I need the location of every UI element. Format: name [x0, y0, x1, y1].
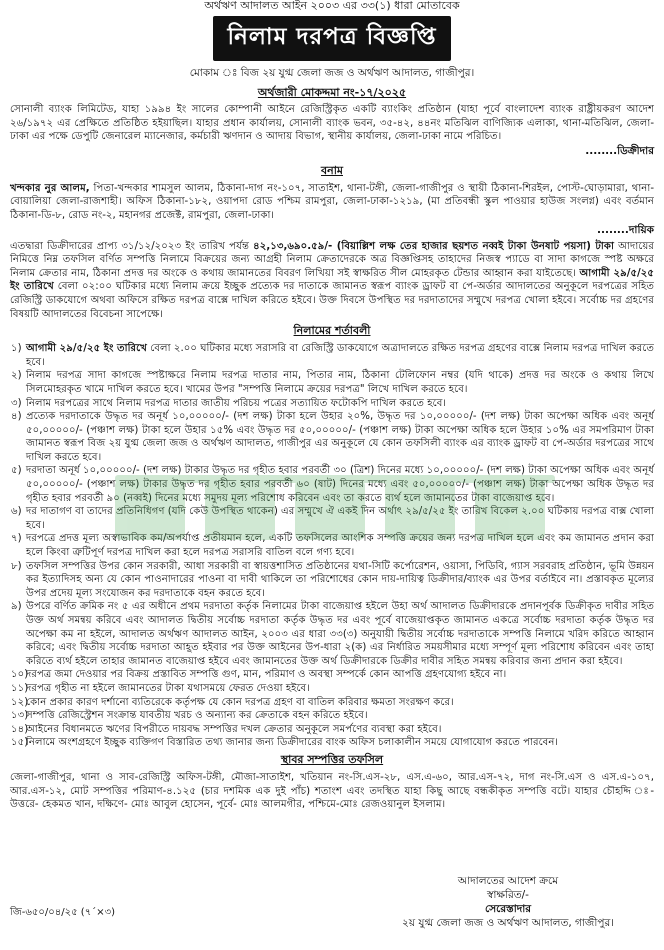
condition-text: উপরে বর্ণিত ক্রমিক নং ৫ এর অধীনে প্রথম দরদাতা কর্তৃক নিলামের টাকা বাজেয়াপ্ত হইলে উহা অর্থ আদালত ডিক্রীদারকে প্রদানপূর্বক ডিক্রীকৃত দাবীর সহিত উক্ত অর্থ সমন্বয় করিবে এবং আদালত দ্বিতীয় সর্বোচ্চ দরদাতা কর্তৃক উদ্ধৃত দর এবং পূর্বে বাজেয়াপ্তকৃত জামানত একত্রে সর্বোচ্চ দরদাতা কর্তৃক উদ্ধৃত দর অপেক্ষা কম না হইলে, আদালত অর্থঋণ আদালত আইন, ২০০৩ এর ধারা ৩৩(৩) অনুযায়ী দ্বিতীয় সর্বোচ্চ দরদাতাকে সম্পত্তি নিলামে খরিদ করিতে আহ্বান করিবে; এবং দ্বিতীয় সর্বোচ্চ দরদাতা আহূত হইবার পর উক্ত আইনের উপ-ধারা ২(ক) এর নির্ধারিত সময়সীমার মধ্যে সম্পূর্ণ মূল্য পরিশোধ করিবেন এবং তাহা করিতে ব্যর্থ হইলে তাহার জামানত বাজেয়াপ্ত হইবে এবং জামানতের উক্ত অর্থ ডিক্রীদারকে ডিক্রীর দাবীর সহিত সমন্বয় করিবার জন্য প্রদান করা হইবে। [26, 601, 654, 667]
decree-holder-label: ........ডিক্রীদার [585, 144, 654, 157]
condition-item [11, 668, 654, 682]
order-line: আদালতের আদেশ ক্রমে [457, 875, 559, 887]
condition-number: ৭) [11, 533, 22, 545]
publication-reference: জি-৬৫০/০৪/২৫ (৭´×৩) [10, 907, 115, 918]
signature-block [402, 874, 614, 930]
condition-text: নিলামে অংশগ্রহণে ইচ্ছুক ব্যক্তিগণ বিস্তারিত তথ্য জানার জন্য ডিক্রীদারের বাংক অফিস চলাকালীন সময়ে যোগাযোগ করতে পারবেন। [26, 737, 559, 749]
condition-text: বেলা ২.০০ ঘটিকার মধ্যে সরাসরি বা রেজিস্ট্রি ডাকযোগে অত্রাদালতে রক্ষিত দরপত্র গ্রহণের বাক্সে নিলাম দরপত্র দাখিল করতে হবে। [26, 343, 654, 368]
condition-text: প্রত্যেক দরদাতাকে উদ্ধৃত দর অনূর্ধ ১০,০০০০০/- (দশ লক্ষ) টাকা হলে উহার ২০%, উদ্ধৃত দর ১০,০০০০০/- (দশ লক্ষ) টাকা অপেক্ষা অধিক এবং অনূর্ধ ৫০,০০০০০/- (পঞ্চাশ লক্ষ) টাকা হলে উহার ১৫% এবং উদ্ধৃত দর ৫০,০০০০০/- (পঞ্চাশ লক্ষ) টাকা অপেক্ষা অধিক হলে উহার ১০% এর সমপরিমাণ টাকা জামানত স্বরূপ বিজ ২য় যুগ্ম জেলা জজ ও অর্থঋণ আদালত, গাজীপুর এর অনুকূলে যে কোন তফসিলী ব্যাংক এর ব্যাংক ড্রাফট বা পে-অর্ডার দরপত্রের সাথে দাখিল করতে হবে। [26, 411, 654, 463]
condition-number: ১১) [11, 682, 29, 694]
condition-text: নিলাম দরপত্রের সাথে নিলাম দরপত্র দাতার জাতীয় পরিচয় পত্রের সত্যায়িত ফটোকপি দাখিল করতে হবে। [26, 397, 447, 409]
condition-text: দরপত্র গৃহীত না হইলে জামানতের টাকা যথাসময়ে ফেরত দেওয়া হইবে। [26, 682, 310, 694]
court-office: ২য় যুগ্ম জেলা জজ ও অর্থঋণ আদালত, গাজীপুর। [402, 917, 614, 929]
condition-text: দরদাতা অনূর্ধ ১০,০০০০০/- (দশ লক্ষ) টাকার উদ্ধৃত দর গৃহীত হবার পরবর্তী ৩০ (ত্রিশ) দিনের মধ্যে ১০,০০০০০/- (দশ লক্ষ) টাকা অপেক্ষা অধিক এবং অনূর্ধ ৫০,০০০০০/- (পঞ্চাশ লক্ষ) টাকার উদ্ধৃত দর গৃহীত হবার পরবর্তী ৬০ (ষাট) দিনের মধ্যে এবং ৫০,০০০০০/- (পঞ্চাশ লক্ষ) টাকা অপেক্ষা অধিক উদ্ধৃত দর গৃহীত হবার পরবর্তী ৯০ (নব্বই) দিনের মধ্যে সমুদয় মূল্য পরিশোধ করিবেন এবং তা করতে ব্যর্থ হলে জামানতের টাকা বাজেয়াপ্ত হবে। [26, 465, 654, 504]
plaintiff-description: সোনালী ব্যাংক লিমিটেড, যাহা ১৯৯৪ ইং সালের কোম্পানী আইনে রেজিস্ট্রিকৃত একটি ব্যাংকিং প্রতিষ্ঠান (যাহা পূর্বে বাংলাদেশ ব্যাংক রাষ্ট্রীয়করণ আদেশ ২৬/১৯৭২ এর প্রেক্ষিতে প্রতিষ্ঠিত হইয়াছিল। যাহার প্রধান কার্যালয়, সোনালী ব্যাংক ভবন, ৩৫-৪২, ৪৪নং মতিঝিল বাণিজ্যিক এলাকা, থানা-মতিঝিল, জেলা-ঢাকা এর পক্ষে ডেপুটি জেনারেল ম্যানেজার, কর্মচারী ঋণদান ও আদায় বিভাগ, স্থানীয় কার্যালয়, জেলা-ঢাকা নামে পরিচিত। [10, 104, 654, 143]
condition-text: কোন প্রকার কারণ দর্শানো ব্যতিরেকে কর্তৃপক্ষ যে কোন দরপত্র গ্রহণ বা বাতিল করিবার ক্ষমতা সংরক্ষণ করে। [26, 696, 454, 708]
case-number: অর্থজারী মোকদ্দমা নং-১৭/২০২৫ [257, 86, 407, 99]
condition-number: ৯) [11, 601, 22, 613]
condition-number: ৫) [11, 465, 22, 477]
notice-body-part-3: বেলা ০২:০০ ঘটিকার মধ্যে নিলাম ক্রয়ে ইচ্ছুক প্রত্যেক দর দাতাকে জামানত স্বরূপ ব্যাংক ড্রাফট বা পে-অর্ডার আদালতের অনুকূলে দরপত্রের সহিত রেজিস্ট্রি ডাকযোগে অথবা অফিসে রক্ষিত দরপত্র বাক্সে দাখিল করিতে হইবে। উক্ত দিবসে উপস্থিত দর দরদাতাদের সম্মুখে দরপত্র খোলা হইবে। সর্বোচ্চ দর গ্রহণের বিষয়টি আদালতের বিবেচনা সাপেক্ষে। [10, 281, 654, 320]
condition-item [11, 709, 654, 723]
condition-item [11, 696, 654, 710]
condition-item [11, 505, 654, 532]
legal-reference-note: অর্থঋণ আদালত আইন ২০০৩ এর ৩৩(১) ধারা মোতাবেক [204, 0, 460, 12]
condition-text: তফসিল সম্পত্তির উপর কোন সরকারী, আধা সরকারী বা স্বায়ত্তশাসিত প্রতিষ্ঠানের যথা-সিটি কর্পোরেশন, ওয়াসা, পিডিবি, গ্যাস সরবরাহ প্রতিষ্ঠান, ভূমি উন্নয়ন কর ইত্যাদিসহ অন্য যে কোন পাওনাদারের পাওনা বা দাবী থাকিলে তা পরিশোধের কোন দায়-দায়িত্ব ডিক্রীদার/ব্যাংক এর উপর বর্তাইবে না। প্রস্তাবকৃত মূল্যের উপর প্রদেয় মূল্য সংযোজন কর দরদাতাকে বহন করতে হবে। [26, 560, 654, 599]
officer-title: সেরেস্তাদার [484, 903, 532, 915]
condition-item [11, 723, 654, 737]
condition-number: ২) [11, 370, 22, 382]
condition-item [11, 410, 654, 464]
condition-text: দরপত্রে প্রদত্ত মূল্য অস্বাভাবিক কম/অপর্যাপ্ত প্রতীয়মান হলে, একটি তফসিলের আংশিক সম্পত্তি ক্রয়ের জন্য দরপত্র দাখিল হলে এবং কম জামানত প্রদান করা হলে কিংবা ত্রুটিপূর্ণ দরপত্র দাখিল করা হলে দরপত্র সরাসরি বাতিল বলে গণ্য হবে। [26, 533, 654, 559]
notice-body-part-1: এতদ্বারা ডিক্রীদারের প্রাপ্য ৩১/১২/২০২৩ ইং তারিখ পর্যন্ত [10, 240, 254, 252]
condition-item [11, 736, 654, 750]
condition-date: আগামী ২৯/৫/২৫ ইং তারিখে [26, 343, 147, 355]
condition-number: ৬) [11, 506, 22, 518]
condition-item [11, 532, 654, 559]
condition-item [11, 682, 654, 696]
condition-number: ৪) [11, 411, 22, 423]
condition-number: ১০) [11, 669, 29, 681]
condition-item [11, 397, 654, 411]
tender-date: আগামী ২৯/৫/২৫ ইং তারিখে [10, 267, 655, 293]
condition-text: আইনের বিধানমতে ঋণের বিপরীতে দায়বদ্ধ সম্পত্তির দখল ক্রেতার অনুকূলে সমর্পণের ব্যবস্থা করা হইবে। [26, 723, 442, 735]
judgment-debtor-label: ........দায়িক [596, 223, 654, 236]
condition-item [11, 369, 654, 396]
condition-number: ১২) [11, 696, 29, 708]
notice-body-part-2: আদায়ের নিমিত্তে নিম্ন তফসিল বর্ণিত সম্পত্তি নিলামে বিক্রয়ের জন্য আগ্রহী নিলাম ক্রেতাদেরকে অত্র বিজ্ঞপ্তিসহ তাহাদের নিজস্ব প্যাডে বা সাদা কাগজে স্পষ্ট অক্ষরে নিলাম ক্রেতার নাম, ঠিকানা প্রদত্ত দর অংকে ও কথায় জামানতের বিবরণ লিখিয়া সই স্বাক্ষরিত সীল মোহরকৃত টেন্ডার আহ্বান করা যাইতেছে। [10, 240, 654, 279]
schedule-heading: স্থাবর সম্পত্তির তফসিল [280, 752, 384, 766]
versus-label: বনাম [321, 163, 343, 177]
court-line: মোকাম ঃ বিজ ২য় যুগ্ম জেলা জজ ও অর্থঋণ আদালত, গাজীপুর। [189, 67, 475, 79]
signed-label: স্বাক্ষরিত/- [487, 889, 529, 901]
condition-text: দরপত্র জমা দেওয়ার পর বিক্রয় প্রস্তাবিত সম্পত্তি গুণ, মান, পরিমাণ ও অবস্থা সম্পর্কে কোন আপত্তি গ্রহণযোগ্য হইবে না। [26, 669, 507, 681]
tender-notice-page [10, 0, 654, 940]
claim-amount: ৪২,১৩,৬৯০.৫৯/- (বিয়াল্লিশ লক্ষ তের হাজার ছয়শত নব্বই টাকা উনষাট পয়সা) টাকা [253, 240, 614, 252]
condition-text: দর দাতাগণ বা তাদের প্রতিনিধিগণ (যদি কেউ উপস্থিত থাকেন) এর সম্মুখে ঐ একই দিন অর্থাৎ ২৯/৫/২৫ ইং তারিখ বিকেল ২.০০ ঘটিকায় দরপত্র বাক্স খোলা হবে। [26, 506, 654, 531]
condition-text: নিলাম দরপত্র সাদা কাগজে স্পষ্টাক্ষরে নিলাম দরপত্র দাতার নাম, পিতার নাম, ঠিকানা টেলিফোন নম্বর (যদি থাকে) প্রদত্ত দর অংকে ও কথায় লিখে সিলমোহরকৃত খামে দাখিল করতে হবে। খামের উপর "সম্পত্তি নিলামে ক্রয়ের দরপত্র" লিখে দাখিল করতে হবে। [26, 370, 654, 395]
condition-number: ১৩) [11, 710, 29, 722]
title-wrap [10, 16, 654, 61]
defendant-description [10, 182, 654, 223]
defendant-address: পিতা-খন্দকার শামসুল আলম, ঠিকানা-দাগ নং-১০৭, সাতাইশ, থানা-টঙ্গী, জেলা-গাজীপুর ও স্থায়ী ঠিকানা-শিরইল, পোস্ট-ঘোড়ামারা, থানা-বোয়ালিয়া জেলা-রাজশাহী। অফিস ঠিকানা-১৮২, ওয়াপদা রোড পশ্চিম রামপুরা, জেলা-ঢাকা-১২১৯, (মা প্রতিবন্ধী স্কুল পাওয়ার হাউজ সংলগ্ন) এবং বর্তমান ঠিকানা-ডি-৮, রোড নং-২, মহানগর প্রজেক্ট, রামপুরা, জেলা-ঢাকা। [10, 182, 654, 221]
condition-number: ১) [11, 343, 22, 355]
condition-item [11, 464, 654, 505]
conditions-list [10, 342, 654, 750]
condition-item [11, 560, 654, 601]
notice-title: নিলাম দরপত্র বিজ্ঞপ্তি [213, 16, 450, 61]
conditions-heading: নিলামের শর্তাবলী [293, 324, 371, 338]
defendant-name: খন্দকার নুর আলম, [10, 182, 90, 194]
condition-number: ৮) [11, 560, 22, 572]
notice-body [10, 240, 654, 322]
condition-item [11, 342, 654, 369]
condition-item [11, 600, 654, 668]
condition-number: ১৫) [11, 737, 29, 749]
schedule-text: জেলা-গাজীপুর, থানা ও সাব-রেজিস্ট্রি অফিস-টঙ্গী, মৌজা-সাতাইশ, খতিয়ান নং-সি.এস-২৮, এস.এ-৬০, আর.এস-৭২, দাগ নং-সি.এস ও এস.এ-১০৭, আর.এস-১২, মোট সম্পত্তির পরিমাণ-৪.১২৫ (চার দশমিক এক দুই পাঁচ) শতাংশ এবং তদস্থিত যাহা কিছু আছে বন্ধকীকৃত সম্পত্তি বটে। যাহার চৌহদ্দি ঃ- উত্তরে- হেকমত খান, দক্ষিণে- মোঃ আবুল হোসেন, পূর্বে- মোঃ আলমগীর, পশ্চিমে-মোঃ রেজওয়ানুল ইসলাম। [10, 771, 654, 811]
condition-text: সম্পত্তি রেজিস্ট্রেশন সংক্রান্ত যাবতীয় খরচ ও অন্যান্য কর ক্রেতাকে বহন করিতে হইবে। [26, 710, 368, 722]
condition-number: ১৪) [11, 723, 29, 735]
condition-number: ৩) [11, 397, 22, 409]
